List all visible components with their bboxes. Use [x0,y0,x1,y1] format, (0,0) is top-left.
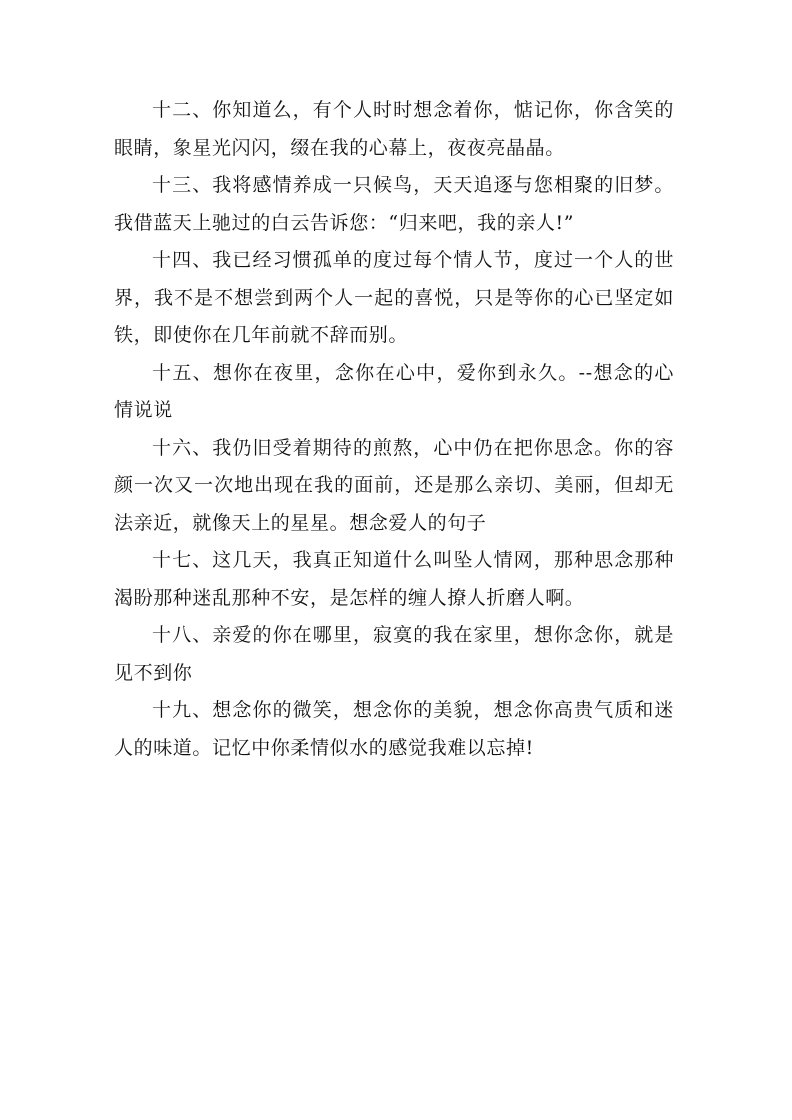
paragraph-18: 十八、亲爱的你在哪里，寂寞的我在家里，想你念你，就是见不到你 [114,624,674,684]
paragraph-12: 十二、你知道么，有个人时时想念着你，惦记你，你含笑的眼睛，象星光闪闪，缀在我的心幕上，夜夜亮晶晶。 [114,99,674,159]
paragraph-15: 十五、想你在夜里，念你在心中，爱你到永久。--想念的心情说说 [114,361,674,421]
paragraph-13: 十三、我将感情养成一只候鸟，天天追逐与您相聚的旧梦。我借蓝天上驰过的白云告诉您：“归来吧，我的亲人!” [114,174,674,234]
paragraph-17: 十七、这几天，我真正知道什么叫坠人情网，那种思念那种渴盼那种迷乱那种不安，是怎样的缠人撩人折磨人啊。 [114,549,674,609]
paragraph-16: 十六、我仍旧受着期待的煎熬，心中仍在把你思念。你的容颜一次又一次地出现在我的面前，还是那么亲切、美丽，但却无法亲近，就像天上的星星。想念爱人的句子 [114,436,674,534]
paragraph-19: 十九、想念你的微笑，想念你的美貌，想念你高贵气质和迷人的味道。记忆中你柔情似水的感觉我难以忘掉! [114,699,674,759]
document-body [114,92,674,767]
paragraph-14: 十四、我已经习惯孤单的度过每个情人节，度过一个人的世界，我不是不想尝到两个人一起的喜悦，只是等你的心已坚定如铁，即使你在几年前就不辞而别。 [114,249,674,346]
